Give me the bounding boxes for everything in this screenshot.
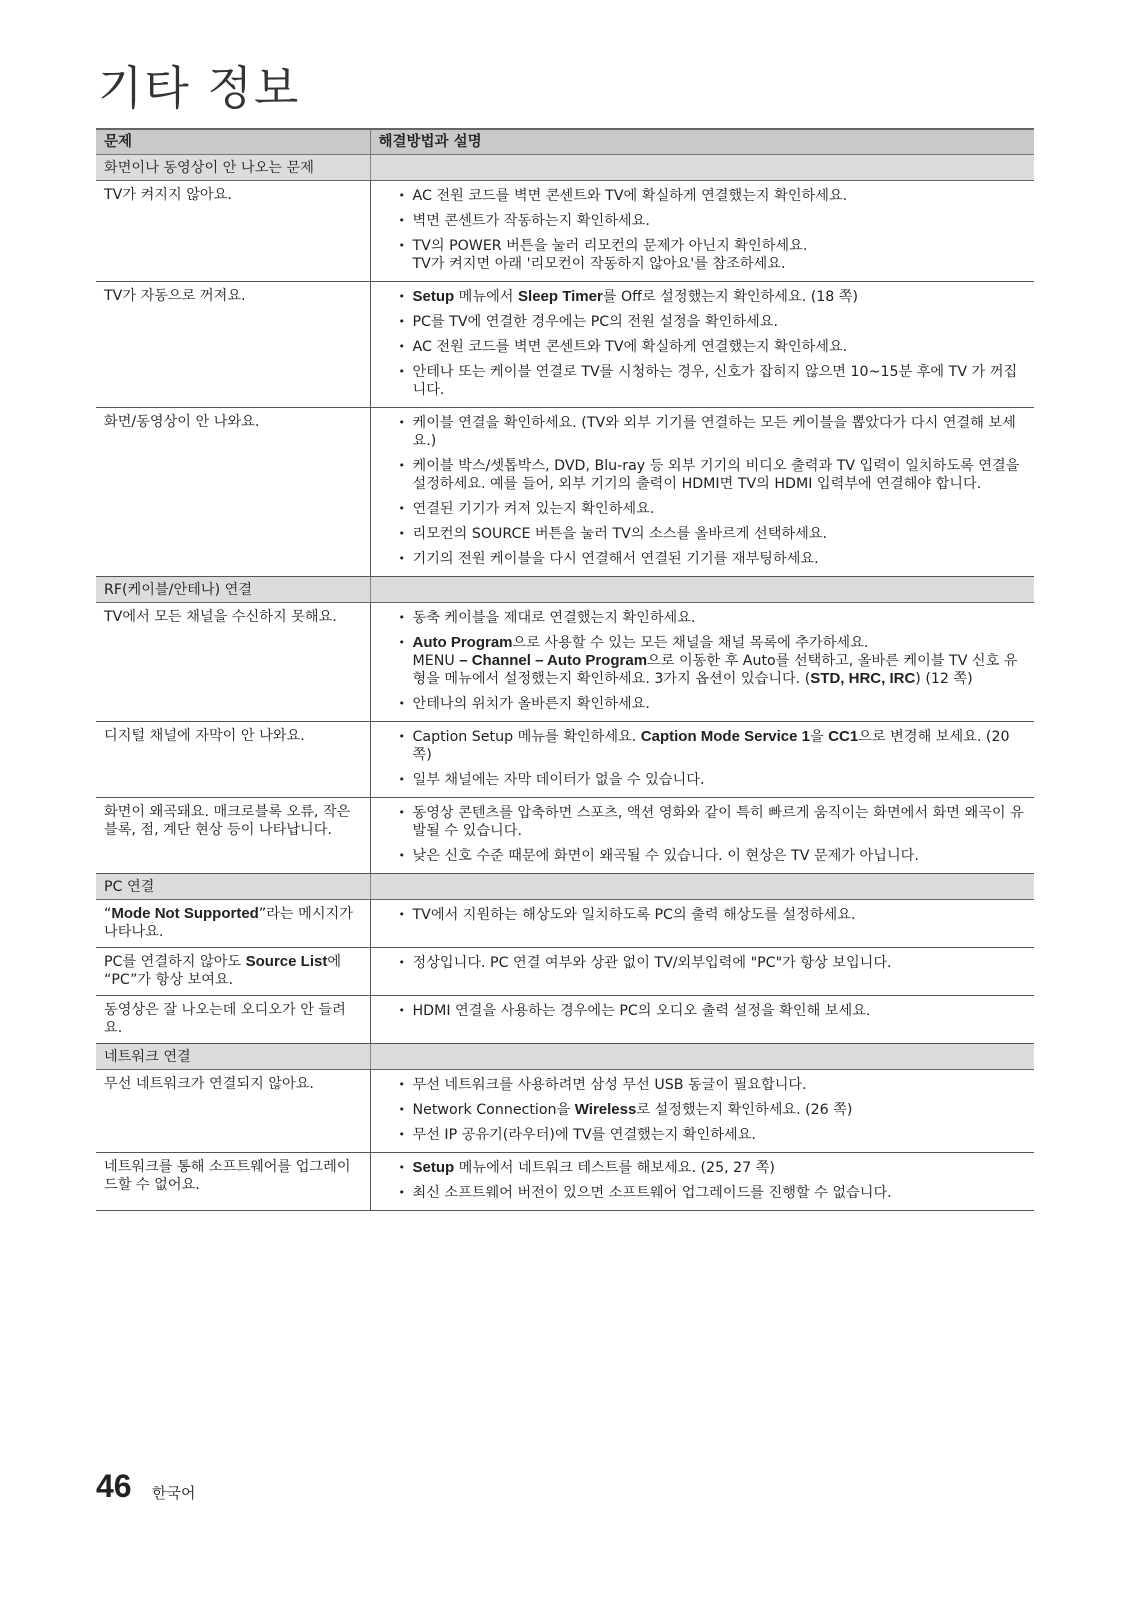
problem-cell: TV가 켜지지 않아요. [96, 181, 370, 282]
problem-cell [96, 948, 370, 996]
list-item: • TV에서 지원하는 해상도와 일치하도록 PC의 출력 해상도를 설정하세요. [383, 906, 1027, 924]
page-language: 한국어 [152, 1484, 196, 1502]
solution-cell [370, 996, 1034, 1044]
list-item [383, 237, 1027, 273]
list-item [383, 634, 1027, 688]
section-title: PC 연결 [96, 874, 370, 900]
section-row-network [96, 1044, 1034, 1070]
list-item: • 연결된 기기가 켜져 있는지 확인하세요. [383, 500, 1027, 518]
list-text: 메뉴에서 [454, 289, 519, 305]
list-item: • 기기의 전원 케이블을 다시 연결해서 연결된 기기를 재부팅하세요. [383, 550, 1027, 568]
solution-cell [370, 1153, 1034, 1211]
menu-term: STD, HRC, IRC [810, 670, 916, 687]
table-header [96, 129, 1034, 155]
list-item [383, 728, 1027, 764]
problem-text: ”라는 메시지가 나타나요. [104, 906, 353, 940]
menu-term: CC1 [828, 728, 859, 745]
problem-text: 에 “PC”가 항상 보여요. [104, 954, 342, 988]
list-text: 으로 사용할 수 있는 모든 채널을 채널 목록에 추가하세요. [512, 635, 869, 651]
header-solution: 해결방법과 설명 [370, 129, 1034, 155]
list-item [383, 288, 1027, 306]
message-term: Mode Not Supported [111, 905, 259, 922]
menu-term: Caption Mode Service 1 [640, 728, 810, 745]
list-text: 으로 이동한 후 Auto를 선택하고, 올바른 케이블 TV 신호 유형을 메뉴에서 설정했는지 확인하세요. 3가지 옵션이 있습니다. ( [412, 653, 1018, 687]
header-problem: 문제 [96, 129, 370, 155]
solution-cell [370, 722, 1034, 798]
list-item: • 정상입니다. PC 연결 여부와 상관 없이 TV/외부입력에 "PC"가 항상 보입니다. [383, 954, 1027, 972]
list-item: • 안테나의 위치가 올바른지 확인하세요. [383, 695, 1027, 713]
list-item: • 동축 케이블을 제대로 연결했는지 확인하세요. [383, 609, 1027, 627]
table-row [96, 996, 1034, 1044]
section-row-pc [96, 874, 1034, 900]
list-item: • 일부 채널에는 자막 데이터가 없을 수 있습니다. [383, 771, 1027, 789]
page-number: 46 [96, 1468, 132, 1504]
solution-cell [370, 948, 1034, 996]
solution-cell [370, 282, 1034, 408]
problem-cell: TV가 자동으로 꺼져요. [96, 282, 370, 408]
troubleshooting-table [96, 128, 1034, 1211]
list-text: MENU [412, 653, 460, 669]
table-row [96, 722, 1034, 798]
list-item: • 케이블 연결을 확인하세요. (TV와 외부 기기를 연결하는 모든 케이블을 뽑았다가 다시 연결해 보세요.) [383, 414, 1027, 450]
solution-cell [370, 181, 1034, 282]
list-item: • 케이블 박스/셋톱박스, DVD, Blu-ray 등 외부 기기의 비디오 출력과 TV 입력이 일치하도록 연결을 설정하세요. 예를 들어, 외부 기기의 출력이 HDMI면 TV의 HDMI 입력부에 연결해야 합니다. [383, 457, 1027, 493]
list-item: • AC 전원 코드를 벽면 콘센트와 TV에 확실하게 연결했는지 확인하세요. [383, 338, 1027, 356]
table-row [96, 900, 1034, 948]
list-item: • 리모컨의 SOURCE 버튼을 눌러 TV의 소스를 올바르게 선택하세요. [383, 525, 1027, 543]
list-item: • 동영상 콘텐츠를 압축하면 스포츠, 액션 영화와 같이 특히 빠르게 움직이는 화면에서 화면 왜곡이 유발될 수 있습니다. [383, 804, 1027, 840]
list-item: • 벽면 콘센트가 작동하는지 확인하세요. [383, 212, 1027, 230]
list-text: TV의 POWER 버튼을 눌러 리모컨의 문제가 아닌지 확인하세요. [412, 238, 808, 254]
section-row-rf [96, 577, 1034, 603]
problem-cell: 디지털 채널에 자막이 안 나와요. [96, 722, 370, 798]
table-row [96, 1153, 1034, 1211]
list-item: • 무선 IP 공유기(라우터)에 TV를 연결했는지 확인하세요. [383, 1126, 1027, 1144]
section-title: RF(케이블/안테나) 연결 [96, 577, 370, 603]
list-text: Caption Setup 메뉴를 확인하세요. [412, 729, 641, 745]
section-title: 네트워크 연결 [96, 1044, 370, 1070]
list-text: 을 [810, 729, 829, 745]
list-text: TV가 켜지면 아래 '리모컨이 작동하지 않아요'를 참조하세요. [412, 256, 786, 272]
problem-cell: TV에서 모든 채널을 수신하지 못해요. [96, 603, 370, 722]
solution-cell [370, 798, 1034, 874]
solution-cell [370, 1070, 1034, 1153]
table-row [96, 603, 1034, 722]
menu-term: Setup [412, 1159, 455, 1176]
list-item: • HDMI 연결을 사용하는 경우에는 PC의 오디오 출력 설정을 확인해 보세요. [383, 1002, 1027, 1020]
problem-cell [96, 900, 370, 948]
list-text: ) (12 쪽) [915, 671, 973, 687]
list-item: • AC 전원 코드를 벽면 콘센트와 TV에 확실하게 연결했는지 확인하세요. [383, 187, 1027, 205]
problem-cell: 네트워크를 통해 소프트웨어를 업그레이드할 수 없어요. [96, 1153, 370, 1211]
list-text: 를 Off로 설정했는지 확인하세요. (18 쪽) [602, 289, 859, 305]
section-row-video [96, 155, 1034, 181]
table-row [96, 948, 1034, 996]
problem-cell: 화면/동영상이 안 나와요. [96, 408, 370, 577]
menu-path: – Channel – Auto Program [459, 652, 648, 669]
list-item: • PC를 TV에 연결한 경우에는 PC의 전원 설정을 확인하세요. [383, 313, 1027, 331]
list-item: • 최신 소프트웨어 버전이 있으면 소프트웨어 업그레이드를 진행할 수 없습니다. [383, 1184, 1027, 1202]
problem-text: PC를 연결하지 않아도 [104, 954, 246, 970]
list-item: • 안테나 또는 케이블 연결로 TV를 시청하는 경우, 신호가 잡히지 않으면 10~15분 후에 TV 가 꺼집니다. [383, 363, 1027, 399]
solution-cell [370, 603, 1034, 722]
problem-cell: 무선 네트워크가 연결되지 않아요. [96, 1070, 370, 1153]
list-text: Network Connection을 [412, 1102, 575, 1118]
menu-term: Auto Program [412, 634, 513, 651]
list-item [383, 1101, 1027, 1119]
table-row [96, 181, 1034, 282]
menu-term: Wireless [574, 1101, 637, 1118]
list-text: 메뉴에서 네트워크 테스트를 해보세요. (25, 27 쪽) [454, 1160, 775, 1176]
list-item [383, 1159, 1027, 1177]
list-item: • 낮은 신호 수준 때문에 화면이 왜곡될 수 있습니다. 이 현상은 TV 문제가 아닙니다. [383, 847, 1027, 865]
table-row [96, 1070, 1034, 1153]
table-row [96, 282, 1034, 408]
menu-term: Source List [245, 953, 328, 970]
table-row [96, 798, 1034, 874]
page-title: 기타 정보 [98, 61, 301, 115]
solution-cell [370, 900, 1034, 948]
solution-cell [370, 408, 1034, 577]
section-title: 화면이나 동영상이 안 나오는 문제 [96, 155, 370, 181]
problem-cell: 동영상은 잘 나오는데 오디오가 안 들려요. [96, 996, 370, 1044]
list-text: 로 설정했는지 확인하세요. (26 쪽) [636, 1102, 853, 1118]
list-text: 으로 변경해 보세요. (20 쪽) [412, 729, 1010, 763]
problem-text: “ [104, 906, 112, 922]
problem-cell: 화면이 왜곡돼요. 매크로블록 오류, 작은 블록, 점, 계단 현상 등이 나타납니다. [96, 798, 370, 874]
list-item: • 무선 네트워크를 사용하려면 삼성 무선 USB 동글이 필요합니다. [383, 1076, 1027, 1094]
table-row [96, 408, 1034, 577]
menu-term: Sleep Timer [518, 288, 603, 305]
menu-term: Setup [412, 288, 455, 305]
